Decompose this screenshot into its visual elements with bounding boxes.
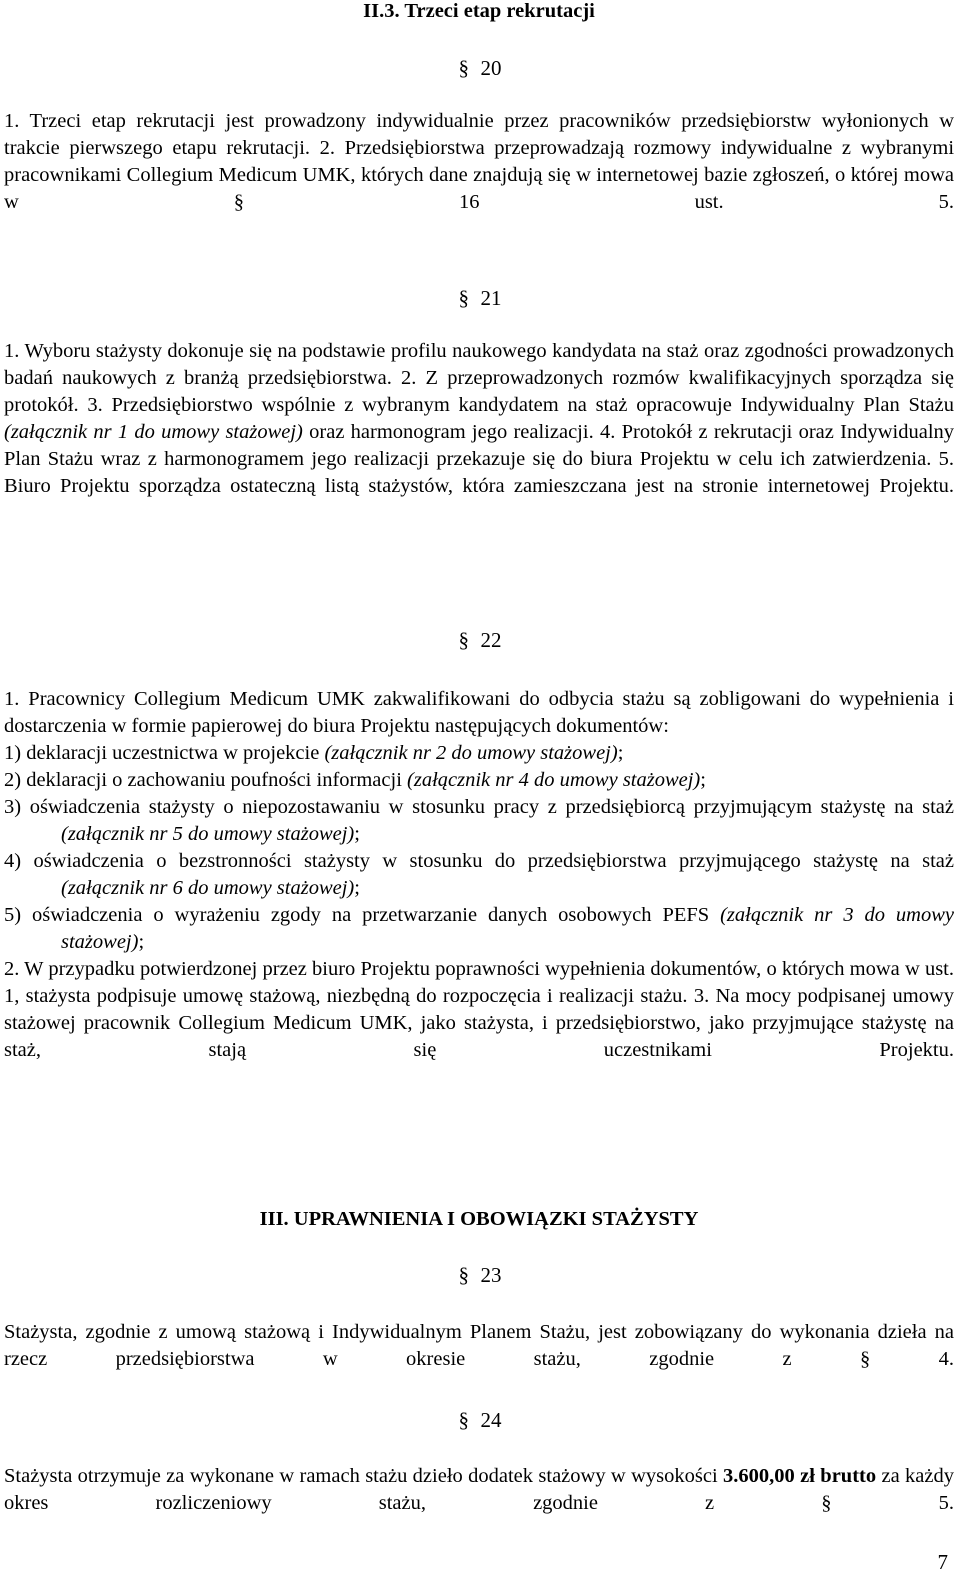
point-22-1: 1. Pracownicy Collegium Medicum UMK zakwalifikowani do odbycia stażu są zobligowani do wypełnienia i dostarczenia w formie papierowej do biura Projektu następujących dokumentów: <box>4 688 954 737</box>
paragraph-22-text <box>4 686 954 1091</box>
point-22-2: 2. W przypadku potwierdzonej przez biuro Projektu poprawności wypełnienia dokumentów, o których mowa w ust. 1, stażysta podpisuje umowę stażową, niezbędną do rozpoczęcia i realizacji stażu. <box>4 958 954 1007</box>
list-item-3: 3) oświadczenia stażysty o niepozostawaniu w stosunku pracy z przedsiębiorcą przyjmującym stażystę na staż (załącznik nr 5 do umowy stażowej); <box>4 796 954 845</box>
chapter-title: III. UPRAWNIENIA I OBOWIĄZKI STAŻYSTY <box>259 1208 699 1230</box>
paragraph-20-text <box>4 108 954 243</box>
point-20-1: 1. Trzeci etap rekrutacji jest prowadzony indywidualnie przez pracowników przedsiębiorstw wyłonionych w trakcie pierwszego etapu rekrutacji. <box>4 110 954 159</box>
point-21-5: 5. Biuro Projektu sporządza ostateczną listą stażystów, która zamieszczana jest na stronie internetowej Projektu. <box>4 448 954 497</box>
paragraph-heading-23: § 23 <box>458 1263 502 1287</box>
list-item-2: 2) deklaracji o zachowaniu poufności informacji (załącznik nr 4 do umowy stażowej); <box>4 769 706 791</box>
point-21-2: 2. Z przeprowadzonych rozmów kwalifikacyjnych sporządza się protokół. <box>4 367 955 416</box>
paragraph-heading-22: § 22 <box>458 628 502 652</box>
point-21-1: 1. Wyboru stażysty dokonuje się na podstawie profilu naukowego kandydata na staż oraz zgodności prowadzonych badań naukowych z branżą przedsiębiorstwa. <box>4 340 954 389</box>
point-20-2: 2. Przedsiębiorstwa przeprowadzają rozmowy indywidualne z wybranymi pracownikami Collegium Medicum UMK, których dane znajdują się w internetowej bazie zgłoszeń, o której mowa w § 16 ust. 5. <box>4 137 955 213</box>
paragraph-heading-20: § 20 <box>458 56 502 80</box>
point-21-4: 4. Protokół z rekrutacji oraz Indywidualny Plan Stażu wraz z harmonogramem jego realizacji przekazuje się do biura Projektu w celu ich zatwierdzenia. <box>4 421 955 470</box>
paragraph-21-text <box>4 338 954 527</box>
paragraph-23-text: Stażysta, zgodnie z umową stażową i Indywidualnym Planem Stażu, jest zobowiązany do wykonania dzieła na rzecz przedsiębiorstwa w okresie stażu, zgodnie z § 4. <box>4 1321 954 1370</box>
stipend-amount: 3.600,00 zł brutto <box>723 1465 877 1487</box>
list-item-4: 4) oświadczenia o bezstronności stażysty w stosunku do przedsiębiorstwa przyjmującego stażystę na staż (załącznik nr 6 do umowy stażowej); <box>4 850 954 899</box>
point-22-3: 3. Na mocy podpisanej umowy stażowej pracownik Collegium Medicum UMK, jako stażysta, i przedsiębiorstwo, jako przyjmujące stażystę na staż, stają się uczestnikami Projektu. <box>4 985 954 1061</box>
list-item-5: 5) oświadczenia o wyrażeniu zgody na przetwarzanie danych osobowych PEFS (załącznik nr 3 do umowy stażowej); <box>4 904 954 953</box>
page-number: 7 <box>937 1550 948 1574</box>
paragraph-24-text: Stażysta otrzymuje za wykonane w ramach stażu dzieło dodatek stażowy w wysokości 3.600,00 zł brutto za każdy okres rozliczeniowy stażu, zgodnie z § 5. <box>4 1465 955 1514</box>
list-item-1: 1) deklaracji uczestnictwa w projekcie (załącznik nr 2 do umowy stażowej); <box>4 742 624 764</box>
point-21-3: 3. Przedsiębiorstwo wspólnie z wybranym kandydatem na staż opracowuje Indywidualny Plan Stażu (załącznik nr 1 do umowy stażowej) oraz harmonogram jego realizacji. <box>4 394 954 443</box>
section-title: II.3. Trzeci etap rekrutacji <box>363 0 595 22</box>
paragraph-heading-21: § 21 <box>458 286 502 310</box>
paragraph-heading-24: § 24 <box>458 1408 502 1432</box>
